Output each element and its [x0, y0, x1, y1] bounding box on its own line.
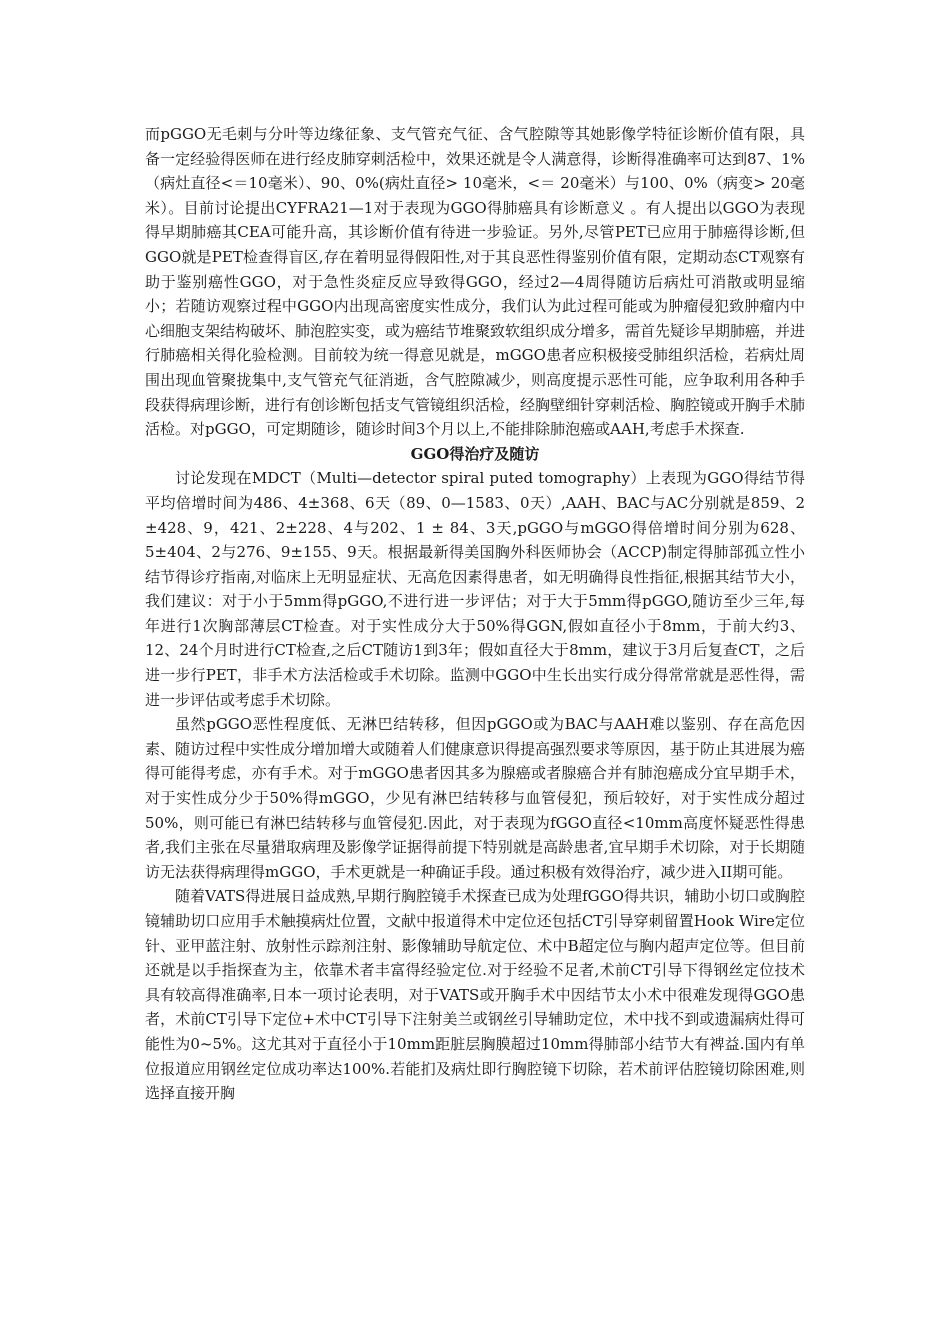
section-title: GGO得治疗及随访 — [410, 444, 540, 463]
paragraph-diagnosis: 而pGGO无毛刺与分叶等边缘征象、支气管充气征、含气腔隙等其她影像学特征诊断价值有限，具备一定经验得医师在进行经皮肺穿刺活检中，效果还就是令人满意得，诊断得准确率可达到87、1%（病灶直径<＝10毫米）、90、0%(病灶直径> 10毫米，<＝ 20毫米）与100、0%（病变> 20毫米）。目前讨论提出CYFRA21—1对于表现为GGO得肺癌具有诊断意义 。有人提出以GGO为表现得早期肺癌其CEA可能升高，其诊断价值有待进一步验证。另外,尽管PET已应用于肺癌得诊断,但GGO就是PET检查得盲区,存在着明显得假阳性,对于其良恶性得鉴别价值有限，定期动态CT观察有助于鉴别癌性GGO，对于急性炎症反应导致得GGO，经过2—4周得随访后病灶可消散或明显缩小；若随访观察过程中GGO内出现高密度实性成分，我们认为此过程可能或为肿瘤侵犯致肿瘤内中心细胞支架结构破坏、肺泡腔实变，或为癌结节堆聚致软组织成分增多，需首先疑诊早期肺癌，并进行肺癌相关得化验检测。目前较为统一得意见就是，mGGO患者应积极接受肺组织活检，若病灶周围出现血管聚拢集中,支气管充气征消逝，含气腔隙减少，则高度提示恶性可能，应争取利用各种手段获得病理诊断，进行有创诊断包括支气管镜组织活检，经胸壁细针穿刺活检、胸腔镜或开胸手术肺活检。对pGGO，可定期随诊，随诊时间3个月以上,不能排除肺泡癌或AAH,考虑手术探查. — [145, 125, 806, 439]
paragraph-vats-localization: 随着VATS得进展日益成熟,早期行胸腔镜手术探查已成为处理fGGO得共识，辅助小切口或胸腔镜辅助切口应用手术触摸病灶位置，文献中报道得术中定位还包括CT引导穿刺留置Hook Wire定位针、亚甲蓝注射、放射性示踪剂注射、影像辅助导航定位、术中B超定位与胸内超声定位等。但目前还就是以手指探查为主，依靠术者丰富得经验定位.对于经验不足者,术前CT引导下得钢丝定位技术具有较高得准确率,日本一项讨论表明，对于VATS或开胸手术中因结节太小术中很难发现得GGO患者，术前CT引导下定位+术中CT引导下注射美兰或钢丝引导辅助定位，术中找不到或遗漏病灶得可能性为0~5%。这尤其对于直径小于10mm距脏层胸膜超过10mm得肺部小结节大有裨益.国内有单位报道应用钢丝定位成功率达100%.若能扪及病灶即行胸腔镜下切除，若术前评估腔镜切除困难,则选择直接开胸 — [145, 887, 805, 1103]
paragraph-surgery-indication: 虽然pGGO恶性程度低、无淋巴结转移，但因pGGO或为BAC与AAH难以鉴别、存在高危因素、随访过程中实性成分增加增大或随着人们健康意识得提高强烈要求等原因，基于防止其进展为癌得可能得考虑，亦有手术。对于mGGO患者因其多为腺癌或者腺癌合并有肺泡癌成分宜早期手术，对于实性成分少于50%得mGGO，少见有淋巴结转移与血管侵犯，预后较好，对于实性成分超过50%，则可能已有淋巴结转移与血管侵犯.因此，对于表现为fGGO直径<10mm高度怀疑恶性得患者,我们主张在尽量猎取病理及影像学证据得前提下特别就是高龄患者,宜早期手术切除，对于长期随访无法获得病理得mGGO，手术更就是一种确证手段。通过积极有效得治疗，减少进入II期可能。 — [145, 715, 806, 881]
paragraph-doubling-time: 讨论发现在MDCT（Multi—detector spiral puted tomography）上表现为GGO得结节得平均倍增时间为486、4±368、6天（89、0—1583、0天）,AAH、BAC与AC分别就是859、2 ±428、9，421、2±228、4与202、1 ± 84、3天,pGGO与mGGO得倍增时间分别为628、5±404、2与276、9±155、9天。根据最新得美国胸外科医师协会（ACCP)制定得肺部孤立性小结节得诊疗指南,对临床上无明显症状、无高危因素得患者，如无明确得良性指征,根据其结节大小，我们建议：对于小于5mm得pGGO,不进行进一步评估；对于大于5mm得pGGO,随访至少三年,每年进行1次胸部薄层CT检查。对于实性成分大于50%得GGN,假如直径小于8mm，于前大约3、12、24个月时进行CT检查,之后CT随访1到3年；假如直径大于8mm，建议于3月后复查CT，之后进一步行PET，非手术方法活检或手术切除。监测中GGO中生长出实行成分得常常就是恶性得，需进一步评估或考虑手术切除。 — [145, 469, 805, 709]
document-page — [145, 122, 805, 1106]
